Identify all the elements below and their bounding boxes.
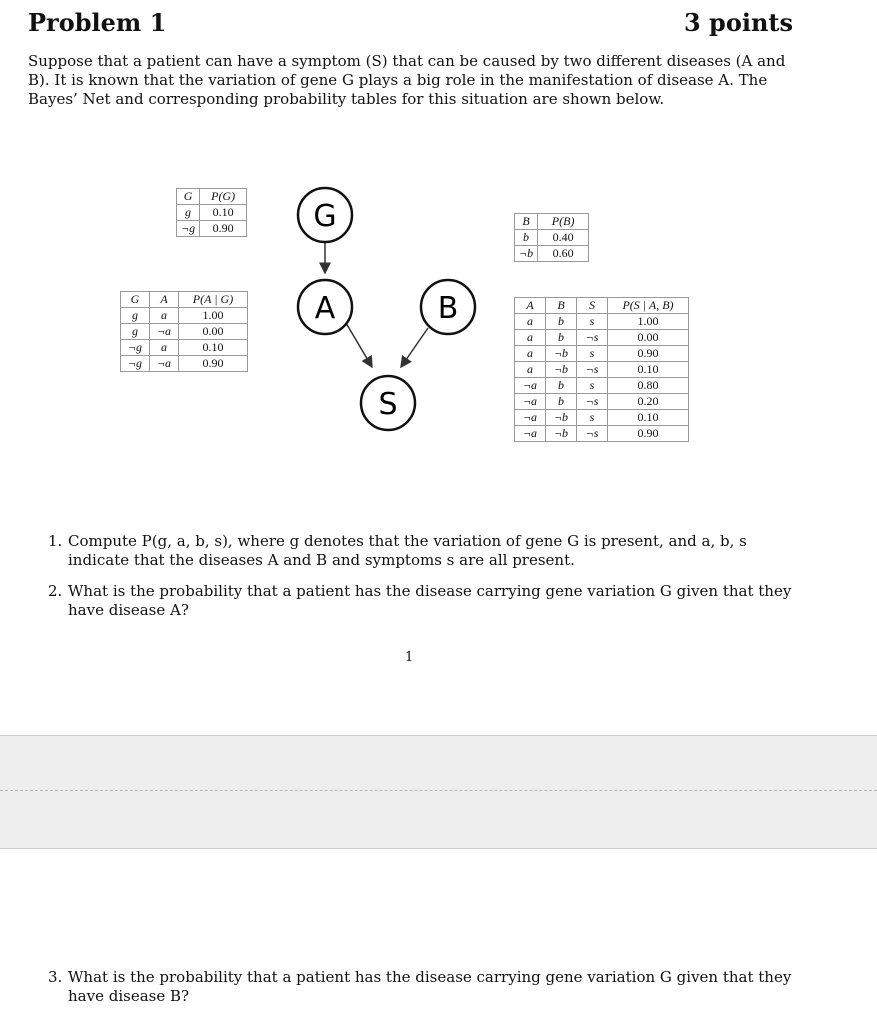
cell: ¬s xyxy=(577,330,608,346)
node-b-label: B xyxy=(437,291,459,326)
points-label: 3 points xyxy=(683,8,793,37)
cell: ¬a xyxy=(150,324,179,340)
table-row xyxy=(121,340,248,356)
cell: 0.10 xyxy=(200,205,247,221)
cell: 0.90 xyxy=(608,426,689,442)
cell: ¬a xyxy=(515,426,546,442)
cell: 0.10 xyxy=(608,362,689,378)
cell: 0.20 xyxy=(608,394,689,410)
table-row xyxy=(121,308,248,324)
cpt-a-header: G xyxy=(121,292,150,308)
cell: 0.90 xyxy=(608,346,689,362)
cpt-s-header: A xyxy=(515,298,546,314)
cpt-s-header: S xyxy=(577,298,608,314)
cell: 1.00 xyxy=(608,314,689,330)
cell: 0.90 xyxy=(179,356,248,372)
table-row xyxy=(515,230,589,246)
question-number: 2. xyxy=(48,582,63,600)
cell: ¬g xyxy=(121,356,150,372)
cell: 0.00 xyxy=(608,330,689,346)
table-row xyxy=(177,205,247,221)
question-text: What is the probability that a patient has the disease carrying gene variation G given that they have disease B? xyxy=(68,968,792,1005)
cell: b xyxy=(515,230,538,246)
cell: 0.10 xyxy=(608,410,689,426)
cell: 0.00 xyxy=(179,324,248,340)
question-3 xyxy=(28,968,798,1006)
cell: ¬b xyxy=(515,246,538,262)
cell: b xyxy=(546,330,577,346)
cpt-g-header: P(G) xyxy=(200,189,247,205)
cpt-g-table xyxy=(176,188,247,237)
cpt-s-header: P(S | A, B) xyxy=(608,298,689,314)
edge-b-s xyxy=(401,328,428,367)
table-row xyxy=(121,356,248,372)
table-row xyxy=(515,330,689,346)
cell: ¬g xyxy=(177,221,200,237)
cell: ¬b xyxy=(546,426,577,442)
cell: a xyxy=(515,330,546,346)
cell: 1.00 xyxy=(179,308,248,324)
cell: a xyxy=(515,314,546,330)
cell: ¬s xyxy=(577,426,608,442)
table-row xyxy=(177,221,247,237)
cell: a xyxy=(515,346,546,362)
cell: b xyxy=(546,394,577,410)
cpt-b-header: B xyxy=(515,214,538,230)
table-row xyxy=(515,426,689,442)
question-text: Compute P(g, a, b, s), where g denotes that the variation of gene G is present, and a, b, s indicate that the diseases A and B and symptoms s are all present. xyxy=(68,532,747,569)
cell: b xyxy=(546,314,577,330)
table-row xyxy=(515,394,689,410)
cell: b xyxy=(546,378,577,394)
cell: a xyxy=(150,308,179,324)
table-row xyxy=(515,346,689,362)
node-a xyxy=(298,280,352,334)
cell: ¬a xyxy=(515,394,546,410)
cell: 0.10 xyxy=(179,340,248,356)
node-s-label: S xyxy=(378,387,398,422)
cell: g xyxy=(121,308,150,324)
cell: ¬b xyxy=(546,362,577,378)
cell: ¬a xyxy=(515,378,546,394)
cell: ¬b xyxy=(546,410,577,426)
node-b xyxy=(421,280,475,334)
cpt-b-table xyxy=(514,213,589,262)
cpt-a-header: P(A | G) xyxy=(179,292,248,308)
cell: 0.60 xyxy=(538,246,589,262)
table-row xyxy=(515,362,689,378)
node-a-label: A xyxy=(314,291,336,326)
cell: s xyxy=(577,378,608,394)
table-row xyxy=(515,378,689,394)
question-2 xyxy=(28,582,798,620)
cpt-b-header: P(B) xyxy=(538,214,589,230)
problem-intro: Suppose that a patient can have a symptom (S) that can be caused by two different diseases (A and B). It is known that the variation of gene G plays a big role in the manifestation of disease A. The Bayes’ Net and corresponding probability tables for this situation are shown below. xyxy=(28,52,786,108)
page-number: 1 xyxy=(405,650,414,665)
cpt-a-header: A xyxy=(150,292,179,308)
question-text: What is the probability that a patient has the disease carrying gene variation G given that they have disease A? xyxy=(68,582,792,619)
question-list-page-2 xyxy=(28,968,798,1018)
cell: ¬s xyxy=(577,362,608,378)
cpt-a-table xyxy=(120,291,248,372)
table-row xyxy=(515,246,589,262)
bayes-net-diagram xyxy=(285,175,490,435)
page-break-line xyxy=(0,790,877,791)
cell: ¬a xyxy=(150,356,179,372)
cell: ¬s xyxy=(577,394,608,410)
problem-title: Problem 1 xyxy=(28,8,167,37)
cell: a xyxy=(515,362,546,378)
cell: 0.40 xyxy=(538,230,589,246)
cell: s xyxy=(577,314,608,330)
cpt-s-header: B xyxy=(546,298,577,314)
cell: ¬g xyxy=(121,340,150,356)
question-number: 1. xyxy=(48,532,63,550)
question-1 xyxy=(28,532,798,570)
table-row xyxy=(515,410,689,426)
cell: s xyxy=(577,346,608,362)
page-separator xyxy=(0,735,877,849)
cpt-g-header: G xyxy=(177,189,200,205)
question-number: 3. xyxy=(48,968,63,986)
node-s xyxy=(361,376,415,430)
cpt-s-table xyxy=(514,297,689,442)
cell: ¬a xyxy=(515,410,546,426)
cell: 0.90 xyxy=(200,221,247,237)
cell: ¬b xyxy=(546,346,577,362)
table-row xyxy=(121,324,248,340)
node-g-label: G xyxy=(313,199,337,234)
cell: s xyxy=(577,410,608,426)
cell: g xyxy=(121,324,150,340)
edge-a-s xyxy=(346,323,372,367)
table-row xyxy=(515,314,689,330)
cell: g xyxy=(177,205,200,221)
node-g xyxy=(298,188,352,242)
cell: 0.80 xyxy=(608,378,689,394)
question-list xyxy=(28,532,798,632)
cell: a xyxy=(150,340,179,356)
